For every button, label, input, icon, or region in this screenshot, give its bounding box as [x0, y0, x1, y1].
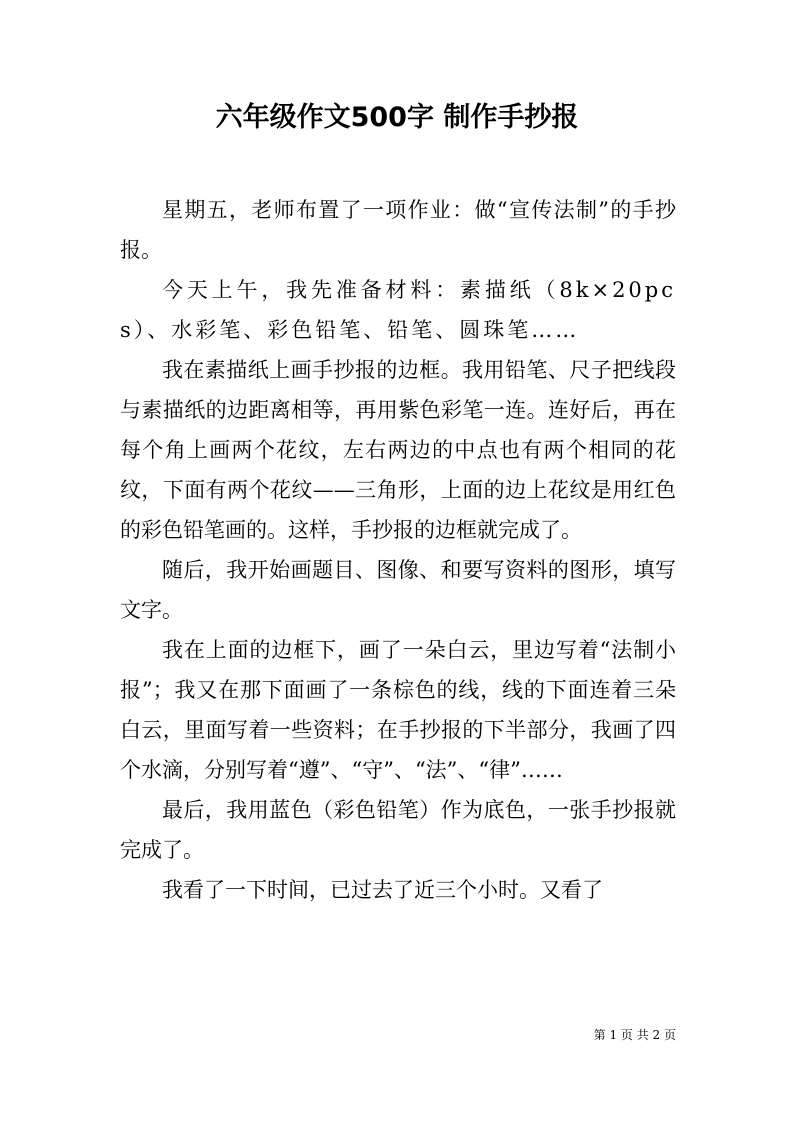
document-body	[120, 190, 676, 910]
paragraph-5: 我在上面的边框下，画了一朵白云，里边写着“法制小报”；我又在那下面画了一条棕色的线，线的下面连着三朵白云，里面写着一些资料；在手抄报的下半部分，我画了四个水滴，分别写着“遵”、“守”、“法”、“律”……	[120, 638, 676, 782]
paragraph-4: 随后，我开始画题目、图像、和要写资料的图形，填写文字。	[120, 558, 676, 622]
document-title: 六年级作文500字 制作手抄报	[215, 102, 579, 133]
paragraph-2: 今天上午，我先准备材料：素描纸（8k×20pcs）、水彩笔、彩色铅笔、铅笔、圆珠笔……	[120, 278, 676, 342]
paragraph-6: 最后，我用蓝色（彩色铅笔）作为底色，一张手抄报就完成了。	[120, 798, 676, 862]
page-number-footer: 第 1 页 共 2 页	[593, 1028, 676, 1042]
paragraph-3: 我在素描纸上画手抄报的边框。我用铅笔、尺子把线段与素描纸的边距离相等，再用紫色彩笔一连。连好后，再在每个角上画两个花纹，左右两边的中点也有两个相同的花纹，下面有两个花纹——三角形，上面的边上花纹是用红色的彩色铅笔画的。这样，手抄报的边框就完成了。	[120, 358, 676, 542]
paragraph-1: 星期五，老师布置了一项作业：做“宣传法制”的手抄报。	[120, 198, 676, 262]
paragraph-7: 我看了一下时间，已过去了近三个小时。又看了	[162, 878, 603, 902]
